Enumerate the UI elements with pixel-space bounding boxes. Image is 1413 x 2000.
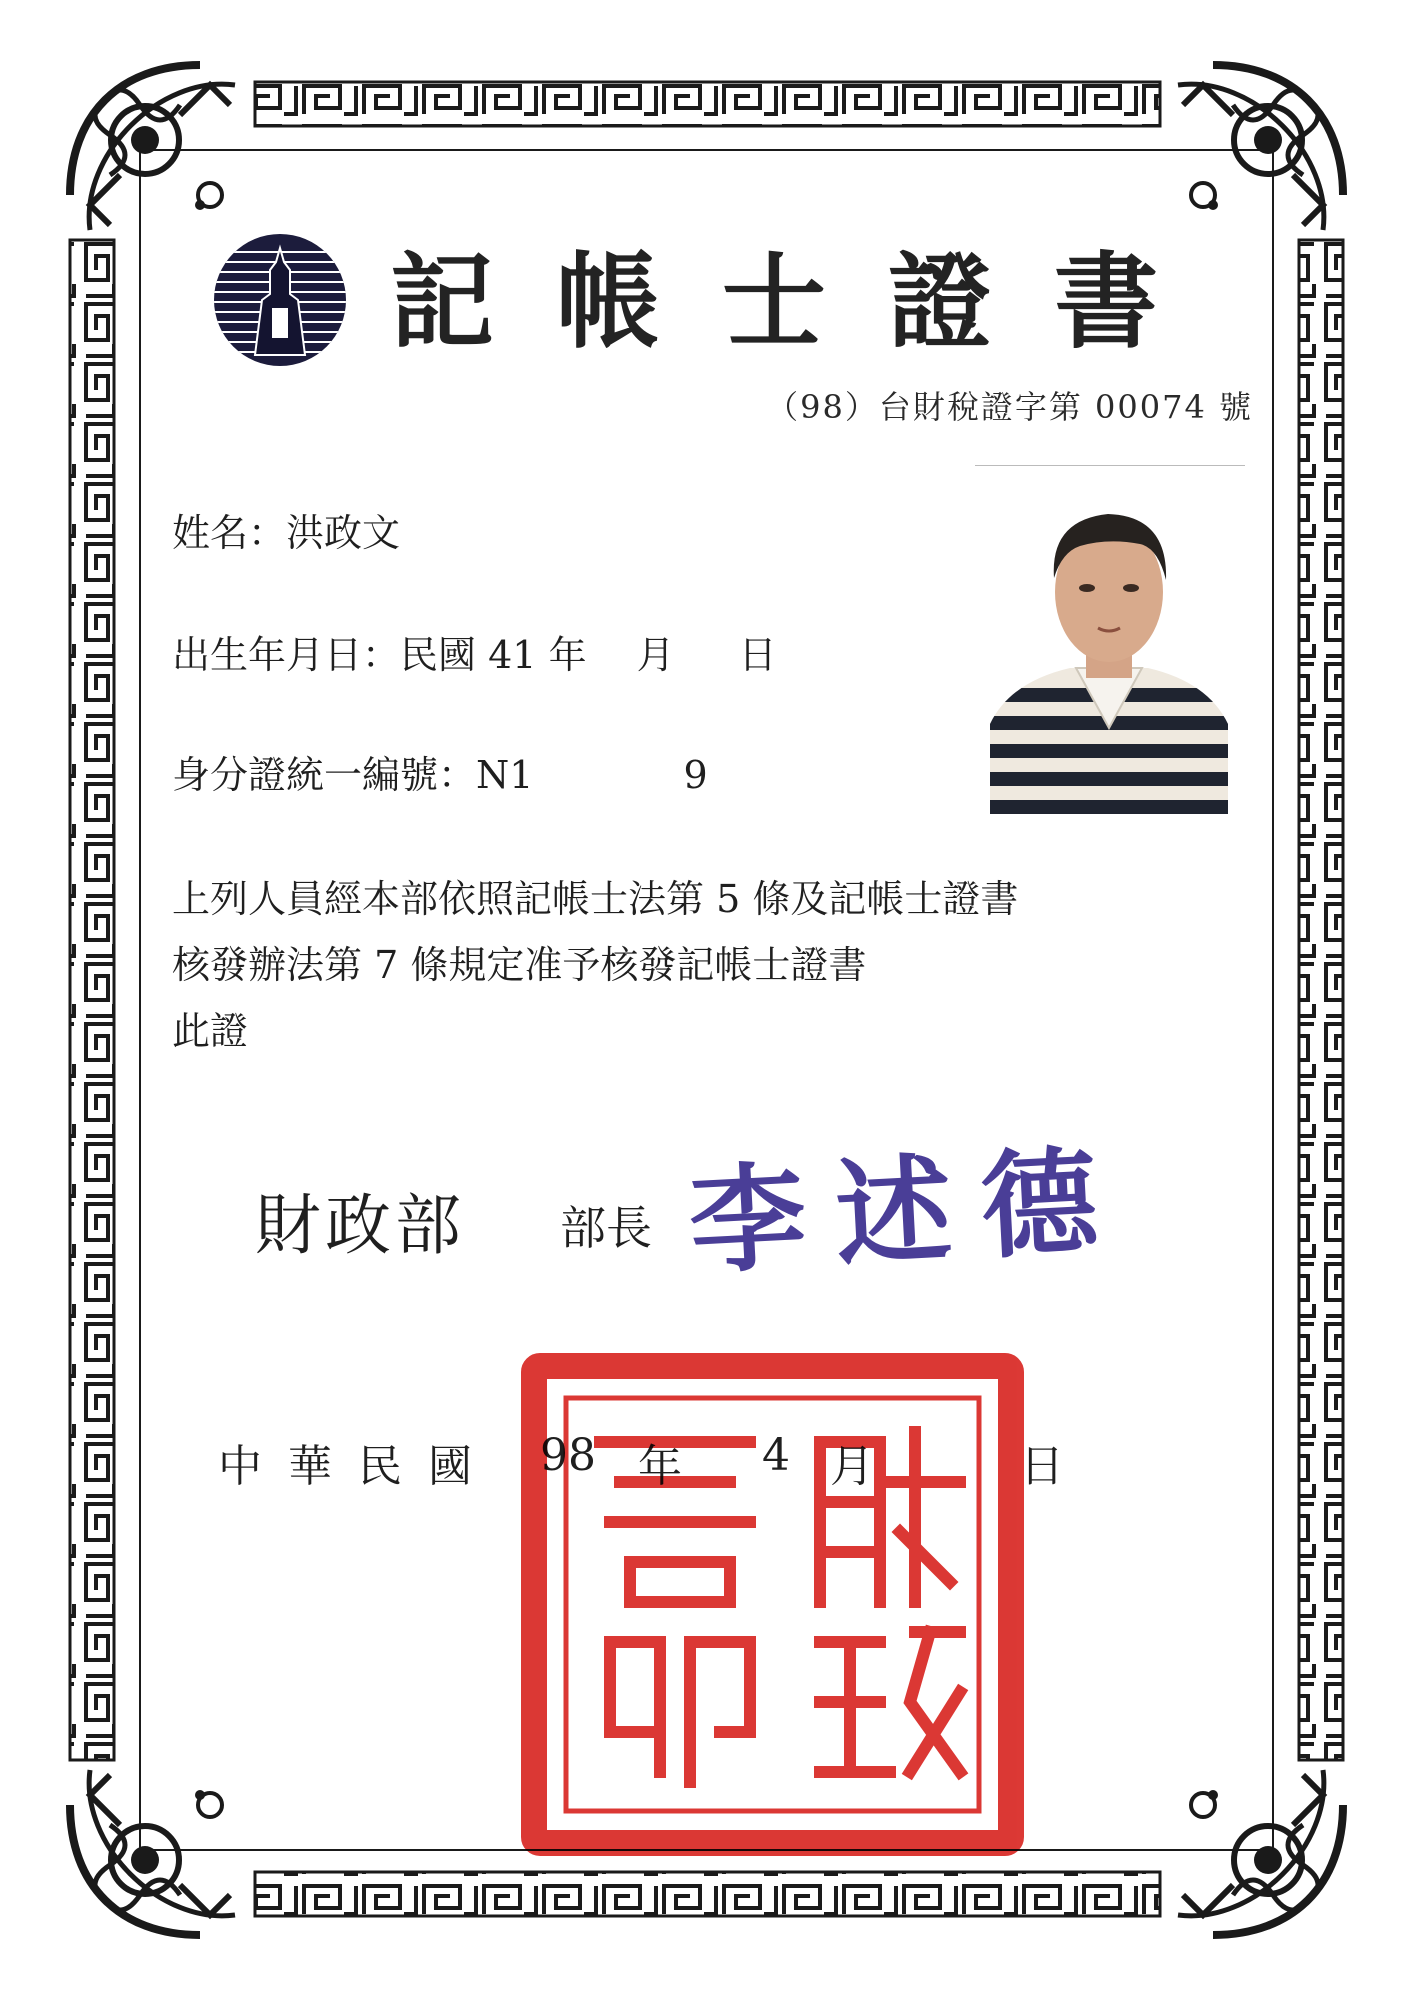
corner-ornament-bottom-left <box>70 1770 235 1935</box>
statement-line-3: 此證 <box>172 1009 249 1053</box>
birth-era: 民國 <box>400 633 477 677</box>
birth-date-field <box>172 624 777 679</box>
birth-label: 出生年月日： <box>172 633 401 677</box>
issue-date-era: 中華民國 <box>218 1441 498 1492</box>
issue-date-year: 98 <box>540 1430 596 1481</box>
statement-line-1: 上列人員經本部依照記帳士法第 5 條及記帳士證書 <box>172 877 1019 921</box>
birth-month-char: 月 <box>636 633 675 677</box>
id-number-field <box>172 744 708 799</box>
national-emblem-icon <box>210 230 350 370</box>
certificate-title: 記帳士證書 <box>390 241 1221 363</box>
name-field <box>172 502 400 557</box>
issue-date-year-char: 年 <box>638 1441 682 1492</box>
id-prefix: N1 <box>476 753 534 797</box>
birth-year: 41 <box>488 633 537 677</box>
corner-ornament-top-right <box>1178 65 1343 230</box>
birth-year-char: 年 <box>548 633 587 677</box>
certificate-number: （98）台財稅證字第 00074 號 <box>766 388 1253 426</box>
ministry-name: 財政部 <box>255 1187 465 1264</box>
portrait-photo <box>990 492 1228 814</box>
id-suffix: 9 <box>683 753 708 797</box>
official-seal-stamp <box>520 1352 1025 1857</box>
issue-date-month-char: 月 <box>830 1441 874 1492</box>
corner-ornament-bottom-right <box>1178 1770 1343 1935</box>
photo-top-line <box>975 465 1245 466</box>
certification-statement <box>172 866 1018 1064</box>
minister-signature: 李述德 <box>686 1133 1131 1291</box>
minister-title: 部長 <box>560 1201 652 1255</box>
birth-day-char: 日 <box>738 633 777 677</box>
statement-line-2: 核發辦法第 7 條規定准予核發記帳士證書 <box>172 943 867 987</box>
issue-date-month: 4 <box>762 1430 790 1481</box>
issue-date-day-char: 日 <box>1020 1441 1064 1492</box>
id-label: 身分證統一編號： <box>172 753 477 797</box>
corner-ornament-top-left <box>70 65 235 230</box>
name-value: 洪政文 <box>286 511 401 555</box>
name-label: 姓名： <box>172 511 287 555</box>
